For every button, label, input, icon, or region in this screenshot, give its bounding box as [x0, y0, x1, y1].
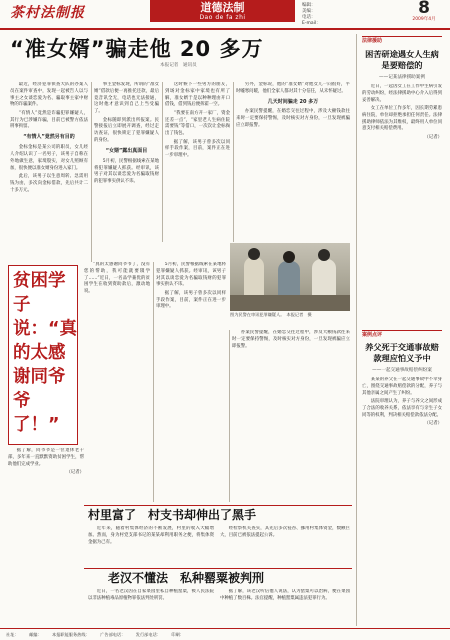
paragraph: 这时候下一些男方的朋友，到场对金标家中家境也有所了解，准女婿于是以种种理由开口借钱，借到钱后便挥霍一空。: [165, 82, 230, 108]
paragraph: 最近，经济犯罪侦查大队的办案人员在案件审查中，发现一起被告人以与事主之女谈恋爱为名、骗取事主家中财物的诈骗案件。: [10, 82, 88, 108]
paragraph: 经检察机关查实，其先后多次侵吞、挪用村集体资金，数额巨大，目前已被依法提起公诉。: [220, 526, 350, 538]
legal-aid-tag: 法律援助: [362, 36, 442, 46]
paragraph: “真的太感谢同爷爷了，没有您的帮助，我可能就要辍学了……”近日，一名品学兼优的贫困学生在收到资助款后，激动地说。: [84, 262, 150, 295]
paragraph: 办案民警提醒，在婚恋交往过程中，涉及大额钱款往来时一定要保持警惕，及时核实对方身份，一旦发现被骗应立即报警。: [236, 109, 350, 129]
column-divider: [229, 330, 230, 502]
phone-line: 电话：: [302, 15, 316, 20]
section-rule: [84, 505, 352, 506]
case-review-headline: 养父死于交通事故赔款理应怕义予中: [365, 342, 439, 363]
paragraph: 女工在单位工作多年，因长期劳累患病住院，单位却拒绝承担任何责任。法律援助律师依法为其维权，最终用人单位同意支付相关赔偿费用。: [362, 105, 442, 132]
legal-aid-subtitle: ——记某法律援助案例: [379, 75, 425, 80]
paragraph: 此后，该男子以生意周转、急需用钱为由，多次向金标借款，先后共计二十多万元。: [10, 173, 88, 193]
village-story-body: [88, 526, 214, 566]
main-story-column-1: [10, 82, 88, 262]
editorial-info: [302, 3, 398, 27]
case-review-tag: 案例点评: [362, 330, 442, 340]
paragraph: 据了解，该老汉听信他人说法，认为罂粟可以治病，便在菜园中种植了数百株。法官提醒，种植罂粟属违法犯罪行为。: [220, 589, 350, 601]
paragraph: 5月初，民警根据线索在某地将犯罪嫌疑人抓获。经审讯，该男子对其以谈恋爱为名骗取钱财的犯罪事实供认不讳。: [94, 158, 159, 185]
legal-aid-body: [362, 84, 442, 320]
side-story-column-1: [84, 262, 150, 492]
section-rule: [84, 568, 352, 569]
main-story-header: [10, 36, 350, 78]
legal-aid-note: （记者）: [424, 134, 442, 140]
newspaper-logo: 茶村法制报: [10, 5, 85, 21]
side-story-headline-box: [8, 265, 78, 445]
section-title: 道德法制: [200, 1, 245, 14]
page-footer: 社址： 邮编： 本报职能服务热线： 广告部电话： 发行部电话： 印刷：: [0, 628, 450, 640]
village-story-body-2: [220, 526, 350, 566]
side-story-column-2: [8, 448, 84, 508]
subheading: “有情人”竟然另有目的: [23, 134, 75, 141]
subheading: “女婿”露出真面目: [105, 147, 148, 154]
paragraph: 办案民警提醒，在婚恋交往过程中，涉及大额钱款往来时一定要保持警惕，及时核实对方身份，一旦发现被骗应立即报警。: [232, 330, 350, 349]
side-story-headline: 贫困学子说：“真的太感谢同爷爷了！”: [13, 271, 78, 435]
case-review-subtitle: ——一起交通事故赔偿纠纷案: [372, 368, 432, 373]
poppy-story-headline: 老汉不懂法 私种罂粟被判刑: [108, 571, 265, 585]
paragraph: “我要在南方开一家厂，资金还差一点”，“家里老人生病住院需要钱”等借口，一次次让金标掏出了钱包。: [165, 110, 230, 137]
section-banner: [150, 0, 295, 22]
paragraph: 某某的养父在一起交通事故中不幸身亡，围绕交通事故赔偿款的分配，养子与其他亲属之间产生了纠纷。: [362, 377, 442, 396]
village-story-headline: 村里富了 村支书却伸出了黑手: [88, 508, 257, 522]
case-review-body: [362, 377, 442, 625]
paragraph: 近日，一起因女工在工作中生病引发的劳动纠纷，经法律援助中心介入后得到妥善解决。: [362, 84, 442, 103]
editor-line: 编辑：: [302, 3, 316, 8]
section-pinyin: Dao de fa zhi: [199, 14, 246, 21]
main-byline: 本报记者 通讯员: [160, 63, 197, 68]
paragraph: 另外，金标说，他的“准女婿”对他女儿一向很好，平时嘘寒问暖，他们全家人都对其十分信任，从未怀疑过。: [236, 82, 350, 94]
column-divider: [153, 262, 154, 502]
paragraph: 法院审理认为，养子与养父之间形成了合法的收养关系，依法享有与亲生子女同等的权利，判决相关赔偿款依法分配。: [362, 398, 442, 418]
issue-date: 2009年4月: [412, 17, 436, 22]
photo-caption: 图为民警在审讯犯罪嫌疑人。 本报记者 摄: [230, 312, 312, 317]
page-number-box: [406, 0, 442, 24]
poppy-story-body: [88, 589, 214, 626]
paragraph: 金标金标是某公司的职员，女儿经人介绍认识了一名男子，该男子自称在外地做生意，家境殷实，对女儿照顾有加，很快便以准女婿身份进入家门。: [10, 145, 88, 171]
column-divider: [356, 34, 357, 626]
paragraph: 据了解，该男子曾多次以同样手段作案，目前，案件正在进一步审理中。: [156, 290, 226, 310]
column-divider: [91, 82, 92, 262]
page-number: 8: [418, 0, 430, 18]
paragraph: 近日，一名老汉因在自家菜园里私自种植罂粟，被人民法院以非法种植毒品原植物罪依法判处刑罚。: [88, 589, 214, 601]
news-photo: [230, 243, 350, 311]
email-line: E-mail：: [302, 21, 321, 26]
main-story-column-6: [232, 330, 350, 502]
paragraph: 5月初，民警根据线索在某地将犯罪嫌疑人抓获。经审讯，该男子对其以谈恋爱为名骗取钱财的犯罪事实供认不讳。: [156, 262, 226, 288]
main-story-column-4: [236, 82, 350, 240]
poppy-story-body-2: [220, 589, 350, 626]
paragraph: 事主金标发现，所谓的“准女婿”借款后便一再推托还款，最后竟音讯全无，电话也无法接通，这时他才意识到自己上当受骗了。: [94, 82, 159, 115]
main-story-column-3: [165, 82, 230, 242]
paragraph: 金标随即到派出所报案。民警接报后立即展开调查，经过走访查证，很快锁定了犯罪嫌疑人的身份。: [94, 117, 159, 144]
column-divider: [233, 82, 234, 242]
paragraph: 据了解，该男子曾多次以同样手段作案，目前，案件正在进一步审理中。: [165, 139, 230, 159]
subheading: 几天时间骗走 20 多万: [267, 98, 319, 105]
paragraph: 近年来，随着村集体经济的不断发展，村里的收入大幅增加。然而，身为村党支部书记的某某却利用职务之便，将集体资金据为己有。: [88, 526, 214, 545]
paragraph: “有情人”竟然是诈骗犯罪嫌疑人，其行为已涉嫌诈骗，目前已被警方依法刑事拘留。: [10, 110, 88, 130]
case-review-note: （记者）: [424, 420, 442, 426]
side-story-note: （记者）: [66, 469, 84, 475]
main-headline: “准女婿”骗走他 20 多万: [10, 37, 264, 61]
masthead: [0, 0, 450, 30]
legal-aid-headline: 困苦研途遇女人生病是要赔偿的: [365, 49, 439, 70]
main-story-column-2: [94, 82, 159, 242]
paragraph: 据了解，同爷爷是一位退休老干部，多年来一直默默资助贫困学生，帮助他们完成学业。: [8, 448, 84, 467]
column-divider: [162, 82, 163, 242]
designer-line: 美编：: [302, 9, 316, 14]
main-story-column-5: [156, 262, 226, 502]
